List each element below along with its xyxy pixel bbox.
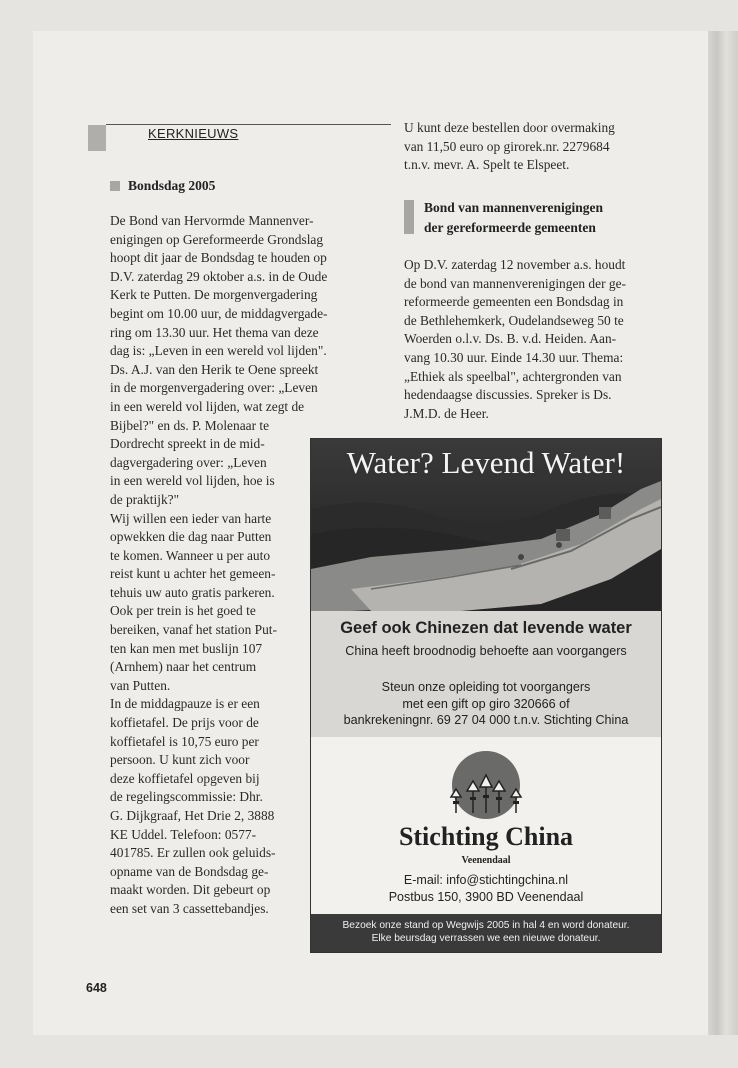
text-line: ring om 13.30 uur. Het thema van deze	[110, 324, 319, 340]
text-line: reformeerde gemeenten een Bondsdag in	[404, 294, 624, 310]
text-line: Op D.V. zaterdag 12 november a.s. houdt	[404, 257, 626, 272]
text-line: de bond van mannenverenigingen der ge-	[404, 275, 626, 291]
ad-support-text	[311, 679, 661, 729]
article2-body	[404, 256, 679, 423]
text-line: te komen. Wanneer u per auto	[110, 547, 271, 563]
text-line: D.V. zaterdag 29 oktober a.s. in de Oude	[110, 268, 328, 284]
text-line: van Putten.	[110, 677, 171, 693]
text-line: tehuis uw auto gratis parkeren.	[110, 584, 275, 600]
text-line: de praktijk?"	[110, 491, 180, 507]
text-line: Kerk te Putten. De morgenvergadering	[110, 287, 318, 303]
text-line: Wij willen een ieder van harte	[110, 510, 272, 526]
heading-line: der gereformeerde gemeenten	[424, 220, 596, 235]
text-line: 401785. Er zullen ook geluids-	[110, 845, 276, 861]
text-line: koffietafel is 10,75 euro per	[110, 733, 259, 749]
text-line: hoopt dit jaar de Bondsdag te houden op	[110, 250, 327, 266]
book-spine	[708, 31, 738, 1035]
article1-heading	[110, 178, 400, 194]
section-rule	[106, 124, 391, 125]
heading-bar	[404, 200, 414, 234]
postbus-text: Postbus 150, 3900 BD Veenendaal	[388, 890, 584, 904]
text-line: bankrekeningnr. 69 27 04 000 t.n.v. Stichting China	[343, 713, 629, 727]
text-line: Bijbel?" en ds. P. Molenaar te	[110, 417, 270, 433]
text-line: persoon. U kunt zich voor	[110, 752, 250, 768]
text-line: KE Uddel. Telefoon: 0577-	[110, 826, 257, 842]
text-line: koffietafel. De prijs voor de	[110, 715, 259, 731]
email-text: E-mail: info@stichtingchina.nl	[403, 873, 569, 887]
text-line: (Arnhem) naar het centrum	[110, 659, 257, 675]
text-line: U kunt deze bestellen door overmaking	[404, 120, 615, 135]
text-line: hedendaagse discussies. Spreker is Ds.	[404, 387, 612, 403]
ad-footer	[311, 914, 661, 952]
org-city: Veenendaal	[461, 855, 511, 866]
stichting-china-logo-icon	[431, 747, 541, 827]
text-line: een set van 3 cassettebandjes.	[110, 900, 269, 916]
text-line: enigingen op Gereformeerde Grondslag	[110, 231, 324, 247]
text-line: G. Dijkgraaf, Het Drie 2, 3888	[110, 808, 275, 823]
text-line: in een wereld vol lijden, hoe is	[110, 473, 275, 489]
text-line: de regelingscommissie: Dhr.	[110, 789, 263, 805]
text-line: reist kunt u achter het gemeen-	[110, 566, 276, 582]
text-line: van 11,50 euro op girorek.nr. 2279684	[404, 138, 610, 154]
heading-bullet	[110, 181, 120, 191]
ad-headline: Geef ook Chinezen dat levende water	[340, 619, 632, 637]
article2-heading	[424, 198, 674, 238]
ad-contact	[311, 872, 661, 906]
text-line: begint om 10.00 uur, de middagvergade-	[110, 305, 328, 321]
text-line: ten kan men met buslijn 107	[110, 640, 263, 656]
text-line: Ook per trein is het goed te	[110, 603, 256, 619]
text-line: bereiken, vanaf het station Put-	[110, 622, 277, 638]
heading-line: Bond van mannenverenigingen	[424, 200, 604, 215]
text-line: In de middagpauze is er een	[110, 696, 260, 712]
text-line: Steun onze opleiding tot voorgangers	[381, 680, 591, 694]
page-number: 648	[86, 981, 107, 995]
text-line: Bezoek onze stand op Wegwijs 2005 in hal 4 en word donateur.	[342, 920, 630, 931]
text-line: Woerden o.l.v. Ds. B. v.d. Heiden. Aan-	[404, 331, 617, 347]
text-line: Dordrecht spreekt in de mid-	[110, 436, 265, 452]
text-line: vang 10.30 uur. Einde 14.30 uur. Thema:	[404, 349, 624, 365]
text-line: J.M.D. de Heer.	[404, 405, 489, 421]
article1-heading-text: Bondsdag 2005	[128, 178, 216, 193]
text-line: dagvergadering over: „Leven	[110, 454, 267, 470]
text-line: met een gift op giro 320666 of	[402, 696, 570, 711]
text-line: deze koffietafel opgeven bij	[110, 770, 260, 786]
ad-title: Water? Levend Water!	[346, 445, 626, 480]
org-name: Stichting China	[398, 822, 574, 851]
section-title: KERKNIEUWS	[148, 126, 239, 141]
ad-subheadline: China heeft broodnodig behoefte aan voorgangers	[345, 644, 627, 658]
text-line: in de morgenvergadering over: „Leven	[110, 380, 318, 396]
text-line: opname van de Bondsdag ge-	[110, 863, 269, 879]
text-line: opwekken die dag naar Putten	[110, 529, 272, 545]
text-line: Elke beursdag verrassen we een nieuwe donateur.	[371, 933, 601, 944]
section-marker	[88, 125, 106, 151]
text-line: „Ethiek als speelbal", achtergronden van	[404, 368, 622, 384]
text-line: maakt worden. Dit gebeurt op	[110, 882, 271, 898]
right-top-paragraph	[404, 119, 674, 175]
text-line: Ds. A.J. van den Herik te Oene spreekt	[110, 361, 319, 377]
text-line: dag is: „Leven in een wereld vol lijden".	[110, 343, 327, 359]
text-line: de Bethlehemkerk, Oudelandseweg 50 te	[404, 312, 624, 328]
text-line: t.n.v. mevr. A. Spelt te Elspeet.	[404, 157, 570, 173]
advertisement	[310, 438, 662, 953]
text-line: in een wereld vol lijden, wat zegt de	[110, 398, 305, 414]
text-line: De Bond van Hervormde Mannenver-	[110, 213, 314, 228]
